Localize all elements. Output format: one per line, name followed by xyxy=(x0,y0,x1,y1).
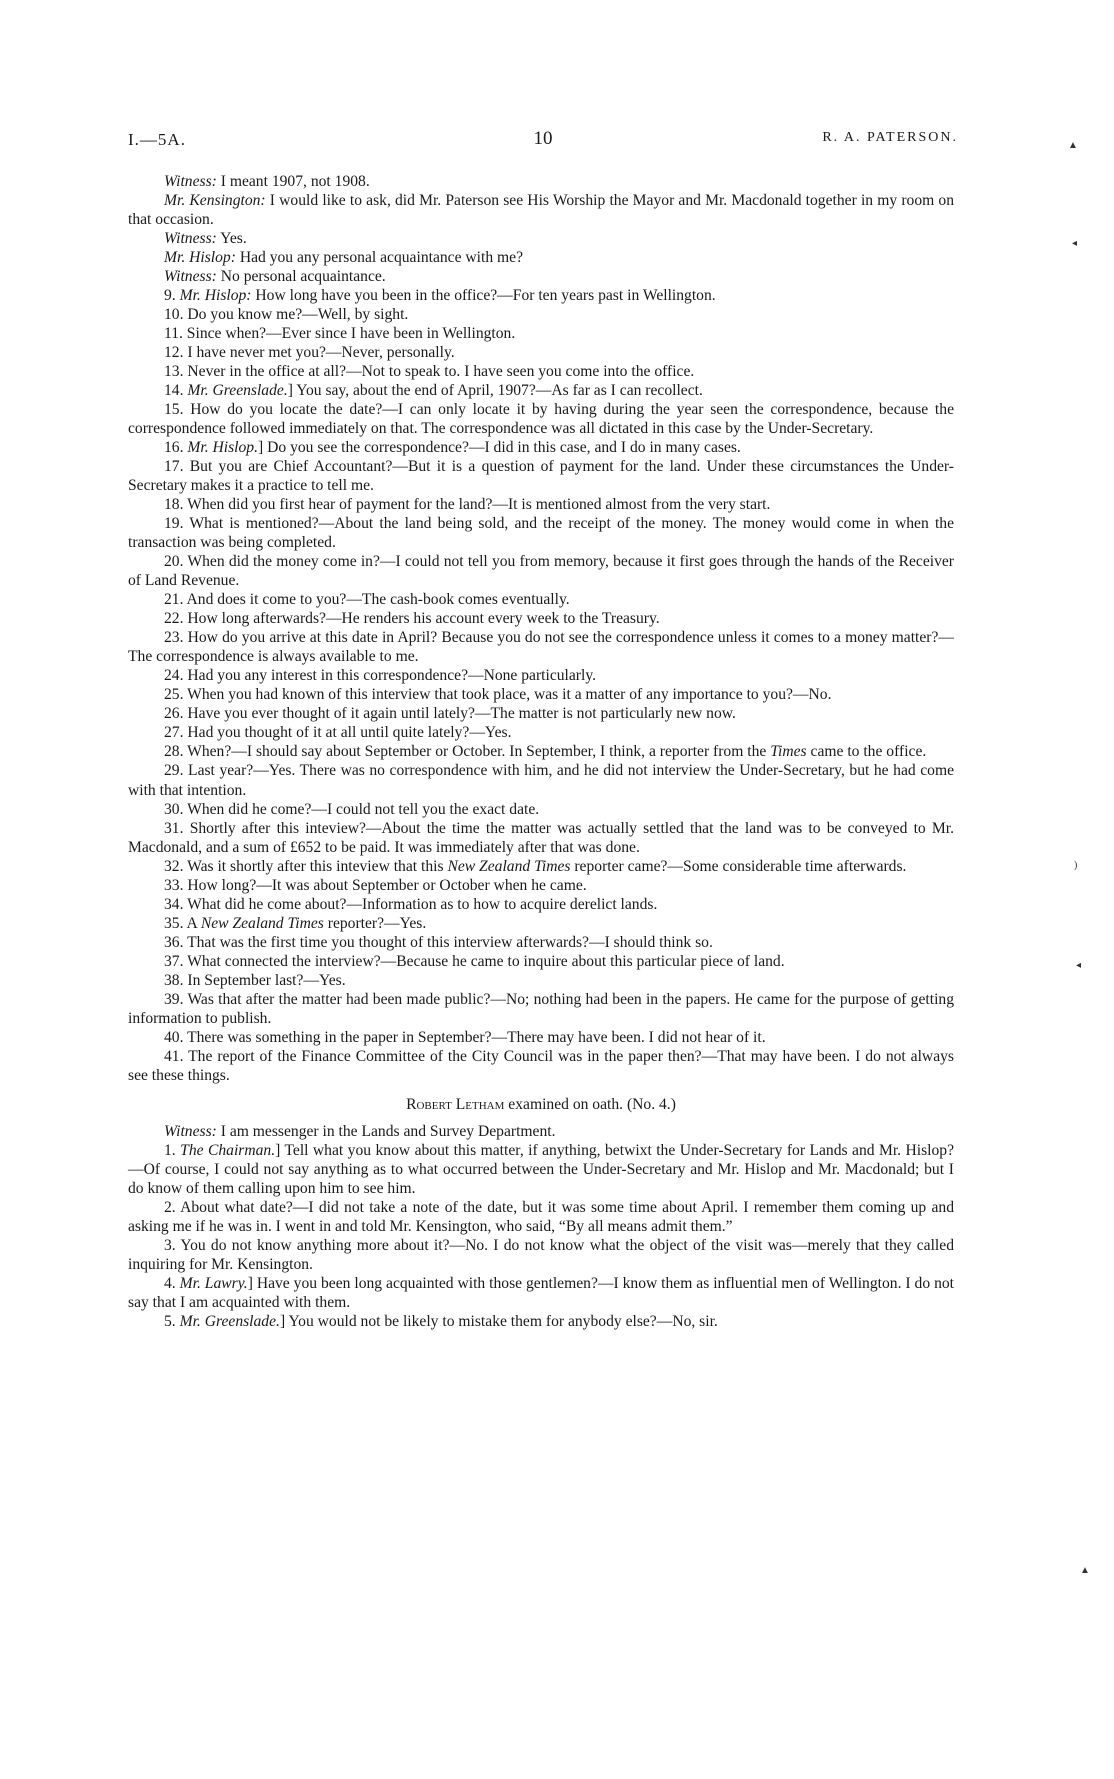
italic-run: Mr. Hislop: xyxy=(164,249,236,267)
paragraph xyxy=(128,381,954,400)
paragraph xyxy=(128,267,954,286)
text-run: 32. Was it shortly after this inteview that this xyxy=(164,857,448,875)
paragraph xyxy=(128,800,954,819)
text-run: 5. xyxy=(164,1312,180,1330)
text-run: 39. Was that after the matter had been made public?—No; nothing had been in the papers. He came for the purpose of getting information to publish. xyxy=(128,990,954,1027)
text-run: 33. How long?—It was about September or October when he came. xyxy=(164,876,587,894)
paragraph xyxy=(128,324,954,343)
paragraph xyxy=(128,1028,954,1047)
paragraph xyxy=(128,933,954,952)
text-run: 24. Had you any interest in this correspondence?—None particularly. xyxy=(164,667,597,685)
paragraph xyxy=(128,1122,954,1141)
text-run: 38. In September last?—Yes. xyxy=(164,971,346,989)
text-run: 21. And does it come to you?—The cash-book comes eventually. xyxy=(164,591,570,609)
paragraph xyxy=(128,666,954,685)
paragraph xyxy=(128,857,954,876)
italic-run: Mr. Hislop: xyxy=(179,287,252,305)
paragraph xyxy=(128,457,954,495)
text-run: 37. What connected the interview?—Because he came to inquire about this particular piece of land. xyxy=(164,952,785,970)
text-run: came to the office. xyxy=(806,743,927,761)
text-run: 4. xyxy=(164,1274,180,1292)
paragraph xyxy=(128,819,954,857)
paragraph xyxy=(128,400,954,438)
text-run: I meant 1907, not 1908. xyxy=(216,173,370,190)
paragraph xyxy=(128,1141,954,1198)
paragraph xyxy=(128,704,954,723)
paragraph xyxy=(128,609,954,628)
paragraph xyxy=(128,362,954,381)
text-run: reporter came?—Some considerable time afterwards. xyxy=(570,857,907,875)
text-run: I am messenger in the Lands and Survey Department. xyxy=(216,1122,556,1140)
text-run: ] You would not be likely to mistake them for anybody else?—No, sir. xyxy=(279,1312,718,1330)
margin-mark: ) xyxy=(1074,860,1078,871)
text-run: 31. Shortly after this inteview?—About the time the matter was actually settled that the land was to be conveyed to Mr. Macdonald, and a sum of £652 to be paid. It was immediately after that was done. xyxy=(128,819,954,856)
page-header xyxy=(128,130,958,154)
text-run: 17. But you are Chief Accountant?—But it is a question of payment for the land. Under these circumstances the Under-Secretary makes it a practice to tell me. xyxy=(128,458,954,495)
text-run: 18. When did you first hear of payment for the land?—It is mentioned almost from the very start. xyxy=(164,496,771,514)
text-run: 25. When you had known of this interview that took place, was it a matter of any importance to you?—No. xyxy=(164,686,832,704)
text-run: 29. Last year?—Yes. There was no correspondence with him, and he did not interview the Under-Secretary, but he had come with that intention. xyxy=(128,762,954,799)
italic-run: Mr. Kensington: xyxy=(164,192,266,210)
text-run: reporter?—Yes. xyxy=(323,914,427,932)
text-run: 28. When?—I should say about September or October. In September, I think, a reporter from the xyxy=(164,743,771,761)
italic-run: Witness: xyxy=(164,230,217,248)
italic-run: Times xyxy=(770,743,807,761)
text-run: 27. Had you thought of it at all until quite lately?—Yes. xyxy=(164,724,512,742)
italic-run: Mr. Hislop. xyxy=(187,439,259,457)
text-run: 40. There was something in the paper in September?—There may have been. I did not hear of it. xyxy=(164,1028,766,1046)
text-run: 20. When did the money come in?—I could not tell you from memory, because it first goes through the hands of the Receiver of Land Revenue. xyxy=(128,553,954,590)
text-run: Yes. xyxy=(216,230,247,248)
margin-mark: ▲ xyxy=(1068,140,1078,151)
text-run: 23. How do you arrive at this date in April? Because you do not see the correspondence unless it comes to a money matter?—The correspondence is always available to me. xyxy=(128,629,954,666)
paragraph xyxy=(128,514,954,552)
margin-mark: ◂ xyxy=(1072,238,1078,249)
page-number: 10 xyxy=(533,128,553,149)
text-run: 16. xyxy=(164,439,188,457)
text-run: 12. I have never met you?—Never, personally. xyxy=(164,344,455,362)
text-run: How long have you been in the office?—For ten years past in Wellington. xyxy=(251,287,716,305)
text-run: 19. What is mentioned?—About the land being sold, and the receipt of the money. The money would come in when the transaction was being completed. xyxy=(128,515,954,552)
text-run: 35. A xyxy=(164,914,201,932)
italic-run: New Zealand Times xyxy=(200,914,324,932)
document-body xyxy=(128,172,954,1331)
paragraph xyxy=(128,952,954,971)
text-run: ] You say, about the end of April, 1907?—As far as I can recollect. xyxy=(287,382,703,400)
text-run: 30. When did he come?—I could not tell you the exact date. xyxy=(164,800,540,818)
text-run: ] Have you been long acquainted with those gentlemen?—I know them as influential men of Wellington. I do not say that I am acquainted with them. xyxy=(128,1274,954,1311)
section-heading-text: examined on oath. (No. 4.) xyxy=(504,1095,676,1113)
section-heading-name: Robert Letham xyxy=(406,1095,505,1113)
testimony-paterson xyxy=(128,172,954,1085)
paragraph xyxy=(128,305,954,324)
paragraph xyxy=(128,229,954,248)
text-run: Had you any personal acquaintance with me? xyxy=(235,249,523,267)
text-run: 36. That was the first time you thought of this interview afterwards?—I should think so. xyxy=(164,933,713,951)
text-run: 26. Have you ever thought of it again until lately?—The matter is not particularly new now. xyxy=(164,705,736,723)
section-heading xyxy=(128,1095,954,1114)
paragraph xyxy=(128,1312,954,1331)
text-run: No personal acquaintance. xyxy=(216,268,386,286)
text-run: 34. What did he come about?—Information as to how to acquire derelict lands. xyxy=(164,895,658,913)
italic-run: Mr. Greenslade. xyxy=(187,382,288,400)
italic-run: Witness: xyxy=(164,1122,217,1140)
paragraph xyxy=(128,172,954,191)
paragraph xyxy=(128,552,954,590)
italic-run: Witness: xyxy=(164,173,217,190)
paragraph xyxy=(128,1047,954,1085)
paragraph xyxy=(128,685,954,704)
document-code: I.—5A. xyxy=(128,130,186,149)
paragraph xyxy=(128,742,954,761)
paragraph xyxy=(128,914,954,933)
paragraph xyxy=(128,286,954,305)
testimony-letham xyxy=(128,1122,954,1331)
text-run: ] Tell what you know about this matter, if anything, betwixt the Under-Secretary for Lands and Mr. Hislop?—Of course, I could not say anything as to what occurred between the Under-Secretary and Mr. Hislop and Mr. Macdonald; but I do know of them calling upon him to see him. xyxy=(128,1141,955,1197)
paragraph xyxy=(128,761,954,799)
paragraph xyxy=(128,191,954,229)
paragraph xyxy=(128,990,954,1028)
text-run: 22. How long afterwards?—He renders his account every week to the Treasury. xyxy=(164,610,660,628)
text-run: 41. The report of the Finance Committee of the City Council was in the paper then?—That may have been. I do not always see these things. xyxy=(128,1047,954,1084)
italic-run: New Zealand Times xyxy=(447,857,571,875)
paragraph xyxy=(128,628,954,666)
italic-run: Mr. Lawry. xyxy=(179,1274,248,1292)
paragraph xyxy=(128,343,954,362)
paragraph xyxy=(128,590,954,609)
text-run: ] Do you see the correspondence?—I did in this case, and I do in many cases. xyxy=(258,439,741,457)
margin-mark: ▲ xyxy=(1080,1565,1090,1576)
text-run: 14. xyxy=(164,382,188,400)
italic-run: Mr. Greenslade. xyxy=(179,1312,280,1330)
text-run: 2. About what date?—I did not take a note of the date, but it was some time about April. I remember them coming up and asking me if he was in. I went in and told Mr. Kensington, who said, “By all means admit them.” xyxy=(128,1198,954,1235)
paragraph xyxy=(128,876,954,895)
text-run: 9. xyxy=(164,287,180,305)
paragraph xyxy=(128,723,954,742)
paragraph xyxy=(128,1274,954,1312)
paragraph xyxy=(128,895,954,914)
italic-run: The Chairman. xyxy=(180,1141,276,1159)
italic-run: Witness: xyxy=(164,268,217,286)
text-run: 13. Never in the office at all?—Not to speak to. I have seen you come into the office. xyxy=(164,363,695,381)
paragraph xyxy=(128,971,954,990)
text-run: 3. You do not know anything more about it?—No. I do not know what the object of the visit was—merely that they called inquiring for Mr. Kensington. xyxy=(128,1236,954,1273)
paragraph xyxy=(128,1198,954,1236)
witness-name-header: R. A. PATERSON. xyxy=(822,130,958,145)
text-run: I would like to ask, did Mr. Paterson see His Worship the Mayor and Mr. Macdonald together in my room on that occasion. xyxy=(128,192,954,229)
text-run: 11. Since when?—Ever since I have been in Wellington. xyxy=(164,325,516,343)
paragraph xyxy=(128,1236,954,1274)
text-run: 1. xyxy=(164,1141,181,1159)
paragraph xyxy=(128,248,954,267)
text-run: 10. Do you know me?—Well, by sight. xyxy=(164,306,409,324)
paragraph xyxy=(128,438,954,457)
paragraph xyxy=(128,495,954,514)
text-run: 15. How do you locate the date?—I can only locate it by having during the year seen the correspondence, because the correspondence followed immediately on that. The correspondence was all dictated in this case by the Under-Secretary. xyxy=(128,401,954,438)
margin-mark: ◂ xyxy=(1076,960,1082,971)
